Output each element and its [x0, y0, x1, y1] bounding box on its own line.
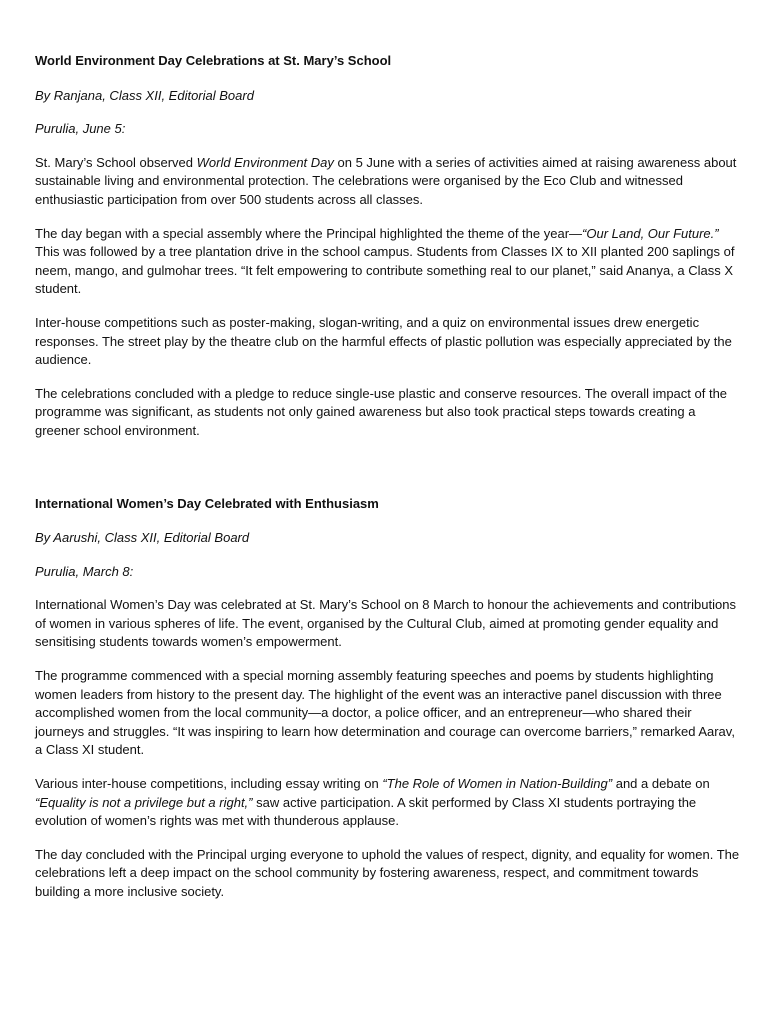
article-environment-day	[35, 52, 741, 441]
article-title: World Environment Day Celebrations at St. Mary’s School	[35, 53, 392, 68]
article-paragraph	[35, 225, 741, 299]
article-paragraph: International Women’s Day was celebrated at St. Mary’s School on 8 March to honour the achievements and contributions of women in various spheres of life. The event, organised by the Cultural Club, aimed at promoting gender equality and sensitising students towards women’s empowerment.	[35, 597, 736, 650]
article-title: International Women’s Day Celebrated with Enthusiasm	[35, 495, 379, 511]
document-page	[35, 52, 741, 902]
paragraph-emphasis: “Equality is not a privilege but a right,”	[35, 794, 253, 810]
paragraph-text: saw active participation. A skit performed by Class XI students portraying the evolution of women’s rights was met with thunderous applause.	[35, 794, 697, 829]
article-byline: By Ranjana, Class XII, Editorial Board	[35, 87, 254, 103]
article-paragraph: The day concluded with the Principal urging everyone to uphold the values of respect, dignity, and equality for women. The celebrations left a deep impact on the school community by fostering awareness, respect, and commitment towards building a more inclusive society.	[35, 846, 740, 899]
paragraph-text: This was followed by a tree plantation drive in the school campus. Students from Classes IX to XII planted 200 saplings of neem, mango, and gulmohar trees. “It felt empowering to contribute something real to our planet,” said Ananya, a Class X student.	[35, 244, 735, 297]
paragraph-emphasis: World Environment Day	[196, 154, 334, 170]
paragraph-emphasis: “Our Land, Our Future.”	[582, 225, 719, 241]
article-paragraph: Inter-house competitions such as poster-making, slogan-writing, and a quiz on environmental issues drew energetic responses. The street play by the theatre club on the harmful effects of plastic pollution was especially appreciated by the audience.	[35, 314, 732, 368]
paragraph-text: and a debate on	[612, 776, 710, 792]
article-paragraph	[35, 154, 741, 210]
article-womens-day	[35, 495, 741, 902]
article-paragraph: The celebrations concluded with a pledge to reduce single-use plastic and conserve resources. The overall impact of the programme was significant, as students not only gained awareness but also took practical steps towards creating a greener school environment.	[35, 385, 728, 438]
paragraph-emphasis: “The Role of Women in Nation-Building”	[382, 776, 613, 792]
article-dateline: Purulia, March 8:	[35, 563, 134, 579]
paragraph-text: St. Mary’s School observed	[35, 154, 197, 170]
paragraph-text: on 5 June with a series of activities aimed at raising awareness about sustainable living and environmental protection. The celebrations were organised by the Eco Club and witnessed enthusiastic participation from over 500 students across all classes.	[35, 154, 737, 207]
article-byline: By Aarushi, Class XII, Editorial Board	[35, 530, 250, 546]
article-paragraph	[35, 775, 741, 831]
paragraph-text: Various inter-house competitions, including essay writing on	[35, 776, 383, 792]
article-paragraph: The programme commenced with a special morning assembly featuring speeches and poems by students highlighting women leaders from history to the present day. The highlight of the event was an interactive panel discussion with three accomplished women from the local community—a doctor, a police officer, and an entrepreneur—who shared their journeys and struggles. “It was inspiring to learn how determination and courage can overcome barriers,” remarked Aarav, a Class XI student.	[35, 668, 735, 758]
article-dateline: Purulia, June 5:	[35, 121, 126, 137]
paragraph-text: The day began with a special assembly where the Principal highlighted the theme of the year—	[35, 225, 583, 241]
